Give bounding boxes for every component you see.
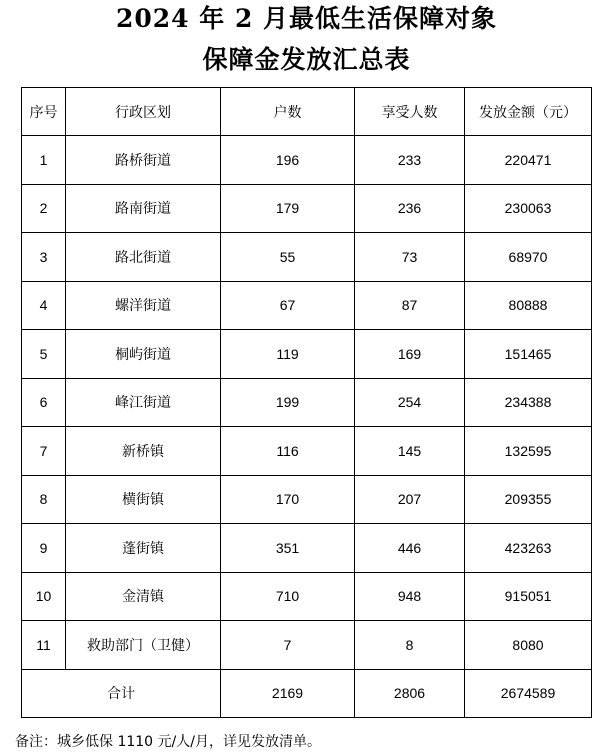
cell-administrative-area: 路桥街道 [66, 136, 221, 185]
table-body [22, 136, 592, 670]
cell-serial-number: 8 [22, 475, 66, 524]
cell-persons: 254 [355, 378, 465, 427]
cell-households: 710 [221, 572, 355, 621]
cell-administrative-area: 横街镇 [66, 475, 221, 524]
header-serial-number: 序号 [22, 88, 66, 136]
cell-households: 55 [221, 233, 355, 282]
header-amount: 发放金额（元） [465, 88, 592, 136]
cell-households: 199 [221, 378, 355, 427]
cell-persons: 233 [355, 136, 465, 185]
cell-persons: 207 [355, 475, 465, 524]
cell-serial-number: 9 [22, 524, 66, 573]
allowance-summary-table [21, 87, 592, 718]
cell-serial-number: 11 [22, 621, 66, 670]
cell-serial-number: 2 [22, 184, 66, 233]
cell-serial-number: 6 [22, 378, 66, 427]
header-persons: 享受人数 [355, 88, 465, 136]
table-row [22, 378, 592, 427]
cell-amount: 209355 [465, 475, 592, 524]
table-row [22, 427, 592, 476]
cell-amount: 230063 [465, 184, 592, 233]
total-households: 2169 [221, 669, 355, 717]
cell-amount: 220471 [465, 136, 592, 185]
cell-households: 196 [221, 136, 355, 185]
footnote: 备注：城乡低保 1110 元/人/月，详见发放清单。 [15, 734, 321, 750]
page-subtitle: 保障金发放汇总表 [202, 45, 411, 74]
page-title: 2024 年 2 月最低生活保障对象 [115, 4, 498, 33]
header-administrative-area: 行政区划 [66, 88, 221, 136]
cell-amount: 234388 [465, 378, 592, 427]
cell-administrative-area: 螺洋街道 [66, 281, 221, 330]
table-header-row [22, 88, 592, 136]
table-row [22, 281, 592, 330]
cell-serial-number: 3 [22, 233, 66, 282]
cell-amount: 915051 [465, 572, 592, 621]
cell-households: 116 [221, 427, 355, 476]
table-total-row [22, 669, 592, 717]
cell-serial-number: 4 [22, 281, 66, 330]
table-row [22, 524, 592, 573]
cell-persons: 87 [355, 281, 465, 330]
cell-administrative-area: 桐屿街道 [66, 330, 221, 379]
table-row [22, 330, 592, 379]
table-row [22, 233, 592, 282]
cell-administrative-area: 蓬街镇 [66, 524, 221, 573]
cell-amount: 80888 [465, 281, 592, 330]
total-label: 合计 [22, 669, 221, 717]
cell-households: 170 [221, 475, 355, 524]
table-row [22, 184, 592, 233]
cell-households: 351 [221, 524, 355, 573]
cell-households: 67 [221, 281, 355, 330]
cell-serial-number: 5 [22, 330, 66, 379]
table-row [22, 475, 592, 524]
cell-households: 119 [221, 330, 355, 379]
cell-households: 179 [221, 184, 355, 233]
cell-amount: 132595 [465, 427, 592, 476]
cell-administrative-area: 新桥镇 [66, 427, 221, 476]
cell-administrative-area: 路南街道 [66, 184, 221, 233]
cell-serial-number: 1 [22, 136, 66, 185]
cell-administrative-area: 峰江街道 [66, 378, 221, 427]
cell-households: 7 [221, 621, 355, 670]
header-households: 户数 [221, 88, 355, 136]
cell-persons: 948 [355, 572, 465, 621]
cell-serial-number: 10 [22, 572, 66, 621]
table-row [22, 572, 592, 621]
cell-amount: 8080 [465, 621, 592, 670]
cell-persons: 169 [355, 330, 465, 379]
table-row [22, 136, 592, 185]
total-amount: 2674589 [465, 669, 592, 717]
total-persons: 2806 [355, 669, 465, 717]
cell-serial-number: 7 [22, 427, 66, 476]
cell-amount: 423263 [465, 524, 592, 573]
table-row [22, 621, 592, 670]
cell-persons: 73 [355, 233, 465, 282]
cell-amount: 151465 [465, 330, 592, 379]
cell-persons: 8 [355, 621, 465, 670]
cell-persons: 236 [355, 184, 465, 233]
cell-administrative-area: 路北街道 [66, 233, 221, 282]
cell-administrative-area: 金清镇 [66, 572, 221, 621]
cell-persons: 446 [355, 524, 465, 573]
cell-persons: 145 [355, 427, 465, 476]
cell-administrative-area: 救助部门（卫健） [66, 621, 221, 670]
cell-amount: 68970 [465, 233, 592, 282]
